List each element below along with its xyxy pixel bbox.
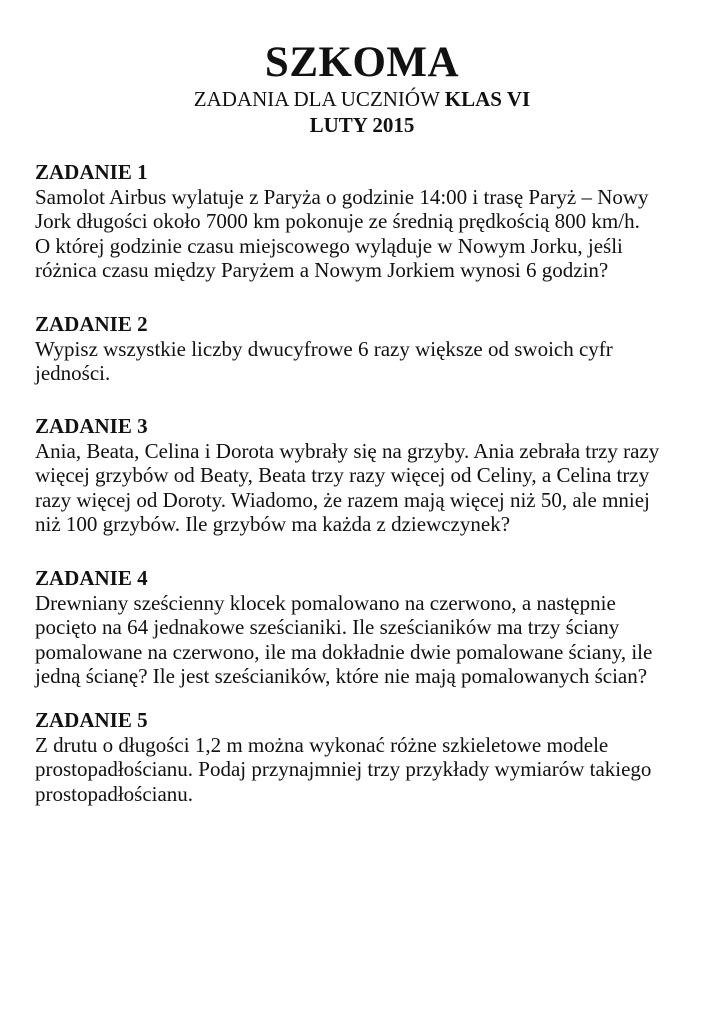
- task-text-line: Ania, Beata, Celina i Dorota wybrały się na grzyby. Ania zebrała trzy razy: [35, 438, 660, 463]
- subtitle-class: KLAS VI: [444, 87, 531, 111]
- task-text-line: jedności.: [35, 361, 111, 385]
- task-text-line: Z drutu o długości 1,2 m można wykonać różne szkieletowe modele: [35, 732, 609, 757]
- task-text-line: razy więcej od Doroty. Wiadomo, że razem mają więcej niż 50, ale mniej: [35, 487, 650, 512]
- document-date: LUTY 2015: [309, 113, 415, 137]
- task-5: [35, 708, 695, 806]
- task-text-line: Drewniany sześcienny klocek pomalowano na czerwono, a następnie: [35, 590, 616, 615]
- document-title: SZKOMA: [264, 39, 460, 86]
- task-text-line: prostopadłościanu. Podaj przynajmniej trzy przykłady wymiarów takiego: [35, 757, 652, 781]
- task-text-line: różnica czasu między Paryżem a Nowym Jorkiem wynosi 6 godzin?: [35, 258, 609, 282]
- task-text-line: Wypisz wszystkie liczby dwucyfrowe 6 razy większe od swoich cyfr: [35, 336, 613, 361]
- task-heading: ZADANIE 3: [35, 414, 148, 438]
- task-heading: ZADANIE 4: [35, 566, 148, 590]
- task-text-line: pocięto na 64 jednakowe sześcianiki. Ile sześcianików ma trzy ściany: [35, 615, 620, 639]
- task-text-line: pomalowane na czerwono, ile ma dokładnie dwie pomalowane ściany, ile: [35, 639, 653, 664]
- task-1: [35, 160, 695, 283]
- task-4: [35, 566, 695, 689]
- task-text-line: więcej grzybów od Beaty, Beata trzy razy więcej od Celiny, a Celina trzy: [35, 463, 650, 487]
- task-text-line: jedną ścianę? Ile jest sześcianików, które nie mają pomalowanych ścian?: [35, 664, 648, 688]
- task-text-line: prostopadłościanu.: [35, 781, 194, 806]
- task-heading: ZADANIE 2: [35, 312, 148, 336]
- task-text-line: niż 100 grzybów. Ile grzybów ma każda z dziewczynek?: [35, 512, 511, 536]
- task-text-line: Samolot Airbus wylatuje z Paryża o godzinie 14:00 i trasę Paryż – Nowy: [35, 184, 649, 209]
- subtitle-prefix: ZADANIA DLA UCZNIÓW: [193, 87, 445, 111]
- document-subtitle: [0, 86, 724, 112]
- task-2: [35, 312, 695, 386]
- task-text-line: O której godzinie czasu miejscowego wyląduje w Nowym Jorku, jeśli: [35, 233, 623, 258]
- task-heading: ZADANIE 5: [35, 708, 148, 732]
- task-text-line: Jork długości około 7000 km pokonuje ze średnią prędkością 800 km/h.: [35, 209, 640, 233]
- task-heading: ZADANIE 1: [35, 160, 148, 184]
- task-3: [35, 414, 695, 537]
